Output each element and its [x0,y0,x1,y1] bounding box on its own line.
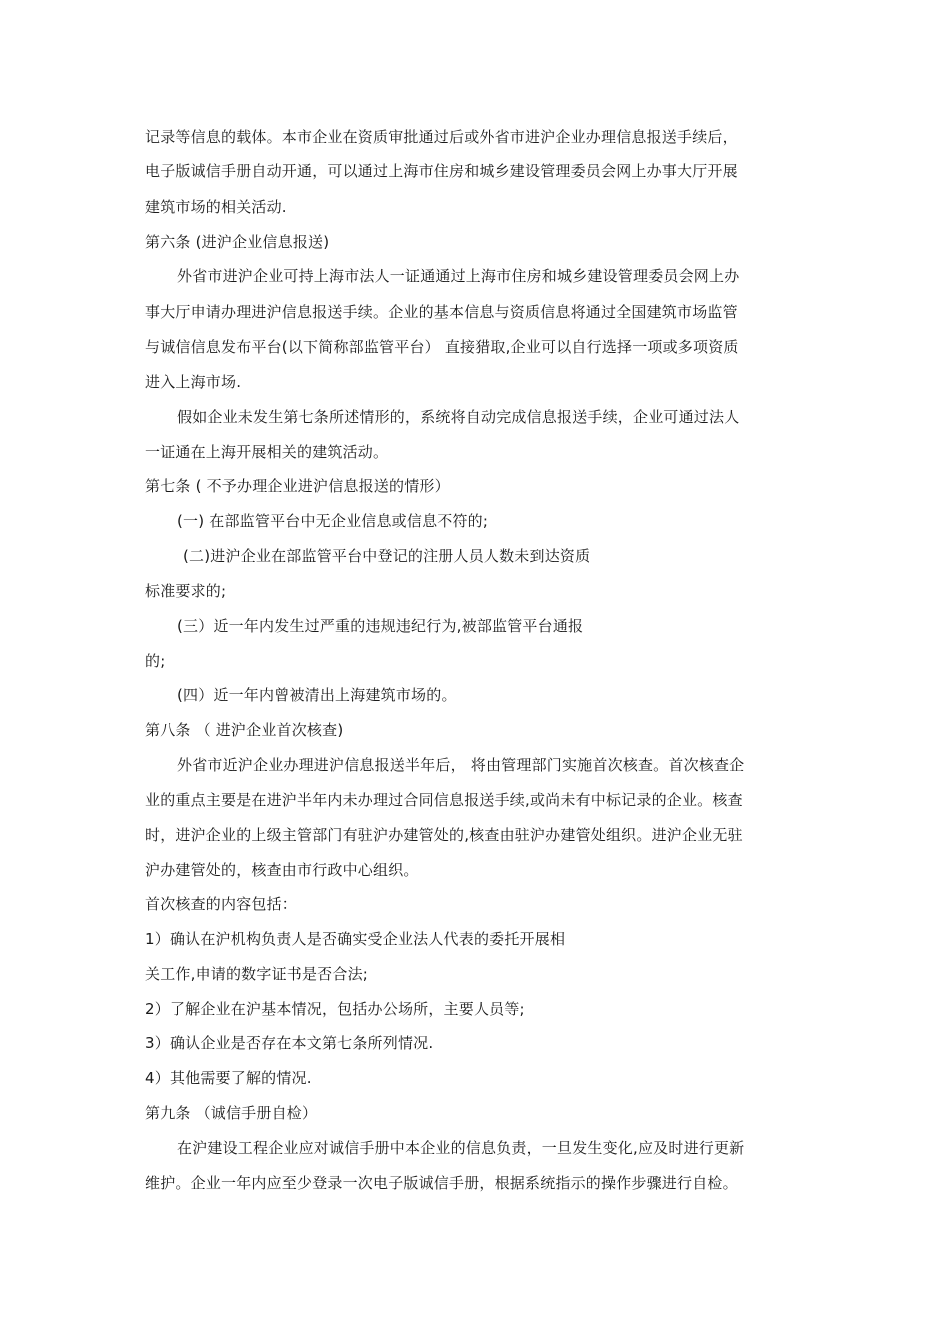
list-item: 1）确认在沪机构负责人是否确实受企业法人代表的委托开展相 [145,930,566,948]
paragraph-line: 外省市近沪企业办理进沪信息报送半年后， 将由管理部门实施首次核查。首次核查企 [177,756,745,774]
paragraph-line: 时，进沪企业的上级主管部门有驻沪办建管处的,核查由驻沪办建管处组织。进沪企业无驻 [145,826,743,844]
list-item: (二)进沪企业在部监管平台中登记的注册人员人数未到达资质 [183,547,591,565]
list-item: (三）近一年内发生过严重的违规违纪行为,被部监管平台通报 [177,617,584,635]
paragraph-line: 业的重点主要是在进沪半年内未办理过合同信息报送手续,或尚未有中标记录的企业。核查 [145,791,743,809]
paragraph-line: 与诚信信息发布平台(以下简称部监管平台） 直接猎取,企业可以自行选择一项或多项资质 [145,338,739,356]
paragraph-line: 电子版诚信手册自动开通，可以通过上海市住房和城乡建设管理委员会网上办事大厅开展 [145,162,738,180]
paragraph-line: 进入上海市场. [145,373,242,391]
list-item: (四）近一年内曾被清出上海建筑市场的。 [177,686,457,704]
paragraph-line: 沪办建管处的，核查由市行政中心组织。 [145,861,419,879]
list-item: 2）了解企业在沪基本情况，包括办公场所，主要人员等; [145,1000,525,1018]
article-heading: 第七条 ( 不予办理企业进沪信息报送的情形） [145,477,450,495]
paragraph-line: 记录等信息的载体。本市企业在资质审批通过后或外省市进沪企业办理信息报送手续后， [145,128,738,146]
article-heading: 第九条 （诚信手册自检） [145,1104,318,1122]
list-item: (一) 在部监管平台中无企业信息或信息不符的; [177,512,489,530]
article-heading: 第六条 (进沪企业信息报送) [145,233,330,251]
list-item: 4）其他需要了解的情况. [145,1069,312,1087]
paragraph-line: 在沪建设工程企业应对诚信手册中本企业的信息负责，一旦发生变化,应及时进行更新 [177,1139,745,1157]
article-heading: 第八条 （ 进沪企业首次核查) [145,721,344,739]
paragraph-line: 建筑市场的相关活动. [145,198,287,216]
paragraph-line: 假如企业未发生第七条所述情形的，系统将自动完成信息报送手续，企业可通过法人 [177,408,740,426]
list-item-continuation: 标准要求的; [145,582,227,600]
paragraph-line: 外省市进沪企业可持上海市法人一证通通过上海市住房和城乡建设管理委员会网上办 [177,267,740,285]
list-item: 3）确认企业是否存在本文第七条所列情况. [145,1034,434,1052]
paragraph-line: 事大厅申请办理进沪信息报送手续。企业的基本信息与资质信息将通过全国建筑市场监管 [145,303,738,321]
section-intro: 首次核查的内容包括： [145,895,298,913]
paragraph-line: 一证通在上海开展相关的建筑活动。 [145,443,389,461]
list-item-continuation: 关工作,申请的数字证书是否合法; [145,965,369,983]
list-item-continuation: 的; [145,652,166,670]
paragraph-line: 维护。企业一年内应至少登录一次电子版诚信手册，根据系统指示的操作步骤进行自检。 [145,1174,738,1192]
